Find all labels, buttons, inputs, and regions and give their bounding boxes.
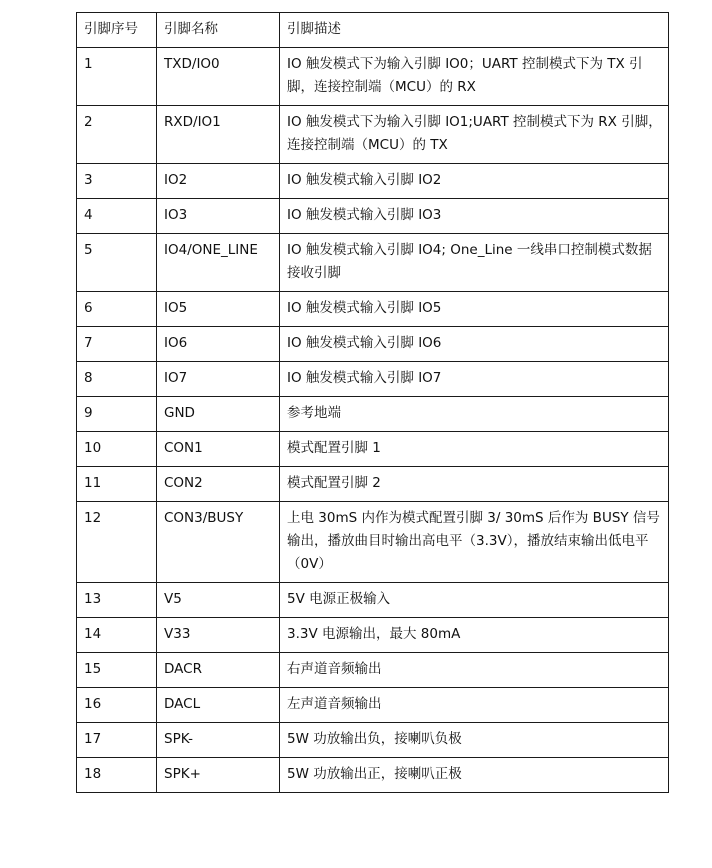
pin-number-cell: 4 xyxy=(77,199,157,234)
pin-name-cell: RXD/IO1 xyxy=(157,106,280,164)
pin-name-cell: IO6 xyxy=(157,327,280,362)
pin-description-cell: IO 触发模式输入引脚 IO3 xyxy=(280,199,669,234)
table-row xyxy=(77,327,669,362)
table-row xyxy=(77,467,669,502)
table-row xyxy=(77,502,669,583)
table-row xyxy=(77,432,669,467)
pin-name-cell: SPK+ xyxy=(157,758,280,793)
pin-description-cell: 5W 功放输出正，接喇叭正极 xyxy=(280,758,669,793)
pin-description-cell: IO 触发模式下为输入引脚 IO1;UART 控制模式下为 RX 引脚，连接控制端（MCU）的 TX xyxy=(280,106,669,164)
pin-description-table xyxy=(76,12,669,793)
pin-name-cell: V5 xyxy=(157,583,280,618)
pin-description-cell: IO 触发模式输入引脚 IO4; One_Line 一线串口控制模式数据接收引脚 xyxy=(280,234,669,292)
table-row xyxy=(77,234,669,292)
pin-number-cell: 1 xyxy=(77,48,157,106)
header-pin-description: 引脚描述 xyxy=(280,13,669,48)
table-row xyxy=(77,688,669,723)
table-row xyxy=(77,723,669,758)
table-row xyxy=(77,618,669,653)
pin-description-cell: 5W 功放输出负，接喇叭负极 xyxy=(280,723,669,758)
table-row xyxy=(77,164,669,199)
pin-number-cell: 10 xyxy=(77,432,157,467)
pin-number-cell: 3 xyxy=(77,164,157,199)
pin-number-cell: 13 xyxy=(77,583,157,618)
pin-number-cell: 9 xyxy=(77,397,157,432)
pin-name-cell: TXD/IO0 xyxy=(157,48,280,106)
pin-description-cell: IO 触发模式下为输入引脚 IO0；UART 控制模式下为 TX 引脚，连接控制端（MCU）的 RX xyxy=(280,48,669,106)
pin-number-cell: 17 xyxy=(77,723,157,758)
table-row xyxy=(77,583,669,618)
pin-number-cell: 6 xyxy=(77,292,157,327)
table-row xyxy=(77,362,669,397)
pin-description-cell: 右声道音频输出 xyxy=(280,653,669,688)
header-pin-name: 引脚名称 xyxy=(157,13,280,48)
pin-name-cell: GND xyxy=(157,397,280,432)
pin-description-cell: 参考地端 xyxy=(280,397,669,432)
pin-number-cell: 15 xyxy=(77,653,157,688)
table-row xyxy=(77,106,669,164)
pin-name-cell: SPK- xyxy=(157,723,280,758)
pin-number-cell: 12 xyxy=(77,502,157,583)
pin-number-cell: 7 xyxy=(77,327,157,362)
pin-name-cell: V33 xyxy=(157,618,280,653)
pin-description-cell: IO 触发模式输入引脚 IO5 xyxy=(280,292,669,327)
table-row xyxy=(77,397,669,432)
pin-number-cell: 11 xyxy=(77,467,157,502)
pin-name-cell: CON1 xyxy=(157,432,280,467)
pin-name-cell: IO7 xyxy=(157,362,280,397)
table-row xyxy=(77,758,669,793)
table-row xyxy=(77,199,669,234)
pin-description-cell: IO 触发模式输入引脚 IO6 xyxy=(280,327,669,362)
pin-name-cell: IO4/ONE_LINE xyxy=(157,234,280,292)
pin-name-cell: CON3/BUSY xyxy=(157,502,280,583)
pin-name-cell: IO3 xyxy=(157,199,280,234)
pin-name-cell: DACR xyxy=(157,653,280,688)
pin-description-cell: 左声道音频输出 xyxy=(280,688,669,723)
header-pin-number: 引脚序号 xyxy=(77,13,157,48)
pin-description-cell: 5V 电源正极输入 xyxy=(280,583,669,618)
pin-description-cell: IO 触发模式输入引脚 IO7 xyxy=(280,362,669,397)
table-row xyxy=(77,653,669,688)
table-header-row xyxy=(77,13,669,48)
pin-name-cell: CON2 xyxy=(157,467,280,502)
pin-number-cell: 2 xyxy=(77,106,157,164)
pin-number-cell: 16 xyxy=(77,688,157,723)
pin-name-cell: DACL xyxy=(157,688,280,723)
pin-name-cell: IO5 xyxy=(157,292,280,327)
pin-number-cell: 18 xyxy=(77,758,157,793)
table-row xyxy=(77,292,669,327)
pin-description-cell: 3.3V 电源输出，最大 80mA xyxy=(280,618,669,653)
pin-name-cell: IO2 xyxy=(157,164,280,199)
pin-description-cell: 模式配置引脚 2 xyxy=(280,467,669,502)
pin-number-cell: 8 xyxy=(77,362,157,397)
table-row xyxy=(77,48,669,106)
pin-description-cell: IO 触发模式输入引脚 IO2 xyxy=(280,164,669,199)
pin-description-cell: 上电 30mS 内作为模式配置引脚 3/ 30mS 后作为 BUSY 信号输出，播放曲目时输出高电平（3.3V），播放结束输出低电平（0V） xyxy=(280,502,669,583)
pin-number-cell: 14 xyxy=(77,618,157,653)
pin-description-cell: 模式配置引脚 1 xyxy=(280,432,669,467)
pin-number-cell: 5 xyxy=(77,234,157,292)
